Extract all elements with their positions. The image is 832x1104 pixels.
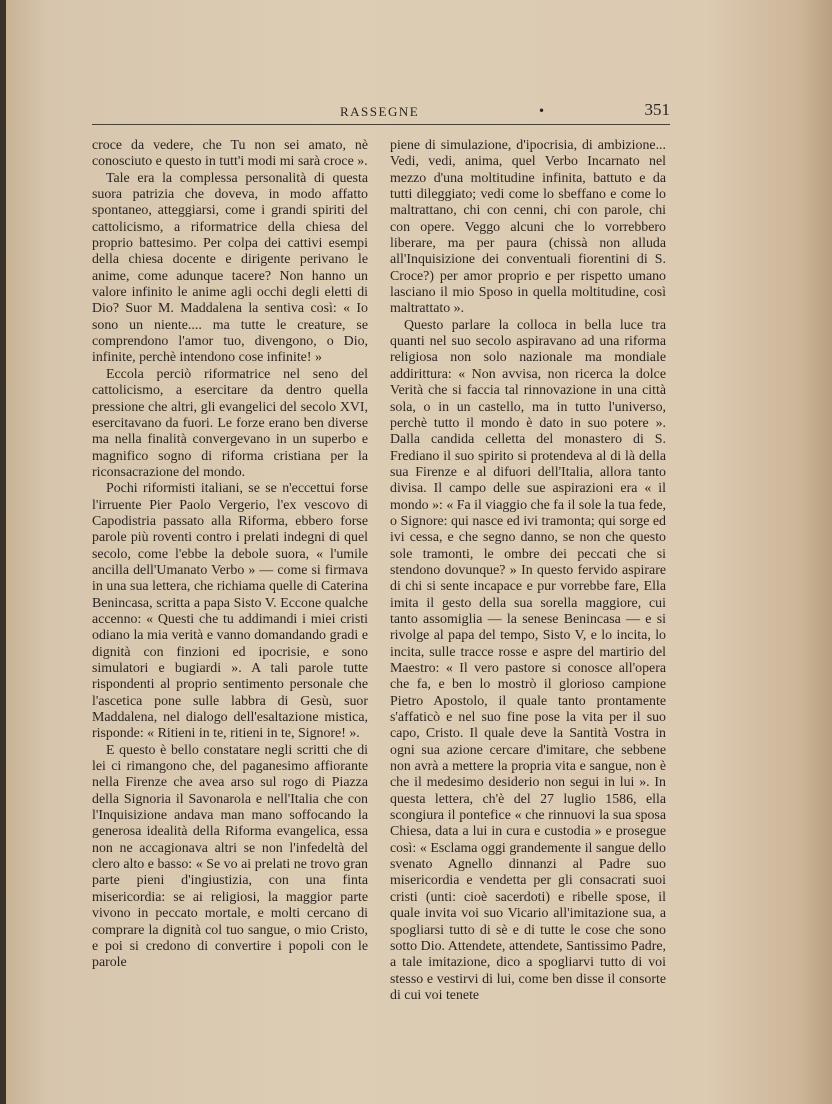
paragraph: Tale era la complessa personalità di questa suora patrizia che doveva, in modo affatto spontaneo, atteggiarsi, come i grandi spiriti del cattolicismo, a riformatrice della chiesa del proprio battesimo. Per colpa dei cattivi esempi della chiesa docente e dirigente perivano le anime, come adunque tacere? Non hanno un valore infinito le anime agli occhi degli eletti di Dio? Suor M. Maddalena la sentiva così: « Io sono un niente.... ma tutte le creature, se comprendono l'amor tuo, divengono, o Dio, infinite, perchè intendono cose infinite! » <box>92 170 368 366</box>
paragraph: Pochi riformisti italiani, se se n'eccettui forse l'irruente Pier Paolo Vergerio, l'ex vescovo di Capodistria passato alla Riforma, ebbero forse parole più roventi contro i prelati indegni di quel secolo, come l'ebbe la debole suora, « l'umile ancilla dell'Umanato Verbo » — come si firmava in una sua lettera, che richiama quelle di Caterina Benincasa, scritta a papa Sisto V. Eccone qualche accenno: « Questi che tu addimandi i miei cristi odiano la mia verità e vanno domandando gradi e dignità con finzioni ed ipocrisie, e sono simulatori e bugiardi ». A tali parole tutte rispondenti al proprio sentimento personale che l'ascetica pone sulle labbra di Gesù, suor Maddalena, nel dialogo dell'esaltazione mistica, risponde: « Ritieni in te, ritieni in te, Signore! ». <box>92 481 368 742</box>
paragraph: piene di simulazione, d'ipocrisia, di ambizione... Vedi, vedi, anima, quel Verbo Incarnato nel mezzo d'una moltitudine infinita, battuto e da tutti dileggiato; vedi come lo sbeffano e come lo maltrattano, chi con cenni, chi con parole, chi con opere. Veggo alcuni che lo vorrebbero liberare, ma per paura (chissà non alluda all'Inquisizione dei conventuali fiorentini di S. Croce?) per amor proprio e per rispetto umano lasciano il mio Sposo in quella moltitudine, così maltrattato ». <box>390 138 666 317</box>
paragraph: Eccola perciò riformatrice nel seno del cattolicismo, a esercitare da dentro quella pressione che altri, gli evangelici del secolo XVI, esercitavano da fuori. Le forze erano ben diverse ma nella finalità convergevano in un superbo e magnifico sogno di riforma cristiana per la riconsacrazione del mondo. <box>92 366 368 480</box>
running-head: RASSEGNE <box>340 104 420 119</box>
right-column <box>390 138 666 1004</box>
paragraph: croce da vedere, che Tu non sei amato, nè conosciuto e questo in tutt'i modi mi sarà croce ». <box>92 138 368 170</box>
paragraph: E questo è bello constatare negli scritti che di lei ci rimangono che, del paganesimo affiorante nella Firenze che avea arso sul rogo di Piazza della Signoria il Savonarola e nell'Italia che con l'Inquisizione andava man mano soffocando la generosa idealità della Riforma evangelica, essa non ne accagionava altri se non l'infedeltà del clero alto e basso: « Se vo ai prelati ne trovo gran parte pieni d'ingiustizia, con una finta misericordia: se ai religiosi, la maggior parte vivono in peccato mortale, e molti cercano di comprare la dignità col tuo sangue, o mio Cristo, e poi si credono di convertire i popoli con le parole <box>92 742 368 971</box>
paragraph: Questo parlare la colloca in bella luce tra quanti nel suo secolo aspiravano ad una riforma religiosa non solo nazionale ma mondiale addirittura: « Non avvisa, non ricerca la dolce Verità che si faccia tal rinnovazione in una città sola, o in un castello, ma in tutto l'universo, perchè tutto il mondo è dato in suo potere ». Dalla candida celletta del monastero di S. Frediano il suo spirito si protendeva al di là della sua Firenze e al difuori dell'Italia, allora tanto divisa. Il campo delle sue aspirazioni era « il mondo »: « Fa il viaggio che fa il sole la tua fede, o Signore: qui nasce ed ivi tramonta; qui sorge ed ivi cessa, e che segno danno, se non che questo sole tramonti, le ombre dei peccati che si stendono dovunque? » In questo fervido aspirare di chi si sente incapace e pur vorrebbe fare, Ella imita il gesto della sua sorella maggiore, cui tanto assomiglia — la senese Benincasa — e si rivolge al papa del tempo, Sisto V, e lo incita, lo incita, sulle tracce rosse e aspre del martirio del Maestro: « Il vero pastore si conosce all'opera che fa, e ben lo mostrò il glorioso campione Pietro Apostolo, il quale tanto prontamente s'affaticò e nel suo fine pose la vita per il suo capo, Cristo. Il quale deve la Santità Vostra in ogni sua azione cercare d'imitare, che sebbene non avrà a mettere la propria vita e sangue, non è che il medesimo desiderio non segui in lui ». In questa lettera, ch'è del 27 luglio 1586, ella scongiura il pontefice « che rinnuovi la sua sposa Chiesa, data a lui in cura e custodia » e prosegue così: « Esclama oggi grandemente il sangue dello svenato Agnello dinnanzi al Padre suo misericordia e vendetta per gli consacrati suoi cristi (unti: cioè sacerdoti) e ribelle spose, il quale invita voi suo Vicario all'imitazione sua, a spogliarsi tutto di sè e di tutte le cose che sono sotto Dio. Attendete, attendete, Santissimo Padre, a tale imitazione, dico a spogliarvi tutto di voi stesso e vestirvi di lui, come ben disse il consorte di cui voi tenete <box>390 317 666 1003</box>
page-header <box>92 100 670 125</box>
left-column <box>92 138 368 972</box>
header-bullet-mark: • <box>538 104 546 118</box>
page-number: 351 <box>644 100 670 119</box>
